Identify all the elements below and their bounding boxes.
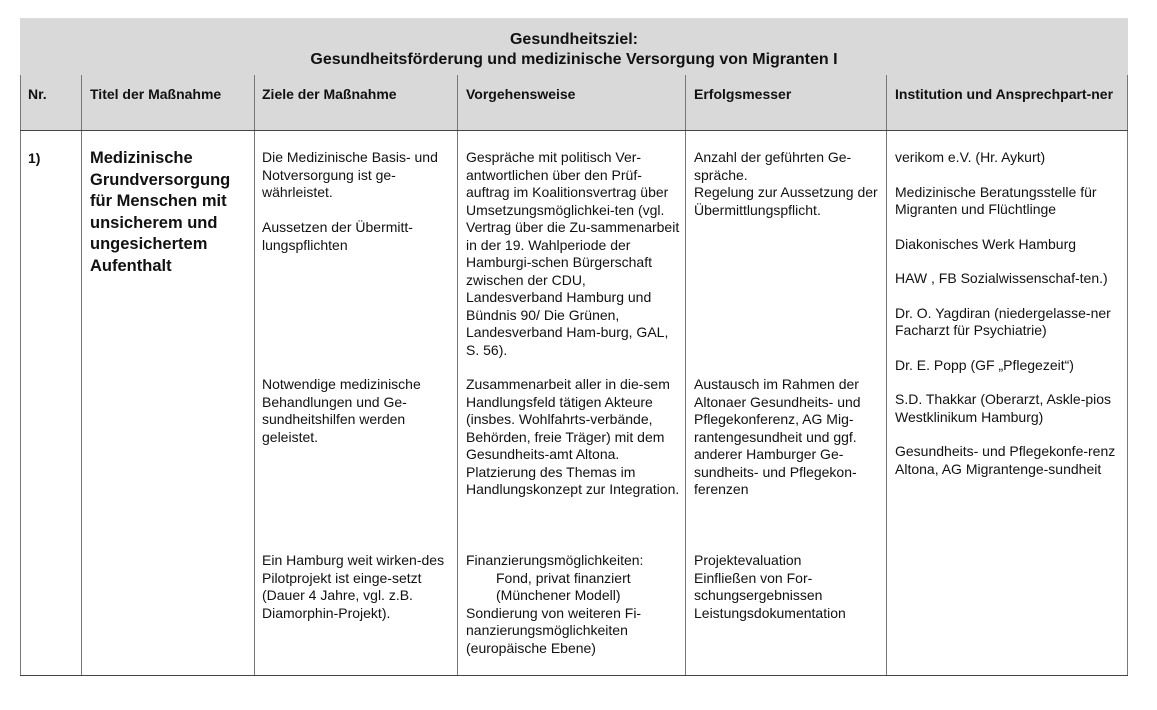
success-c3: Leistungsdokumentation xyxy=(694,604,846,621)
institution-item: Dr. O. Yagdiran (niedergelasse-ner Facharzt für Psychiatrie) xyxy=(895,304,1111,338)
approach-c xyxy=(466,552,680,657)
goal-a1: Die Medizinische Basis- und Notversorgung ist ge-währleistet. xyxy=(262,149,438,200)
header-vorgehen: Vorgehensweise xyxy=(466,86,576,102)
header-row xyxy=(20,75,1128,130)
header-erfolg: Erfolgsmesser xyxy=(694,86,792,102)
header-titel: Titel der Maßnahme xyxy=(90,86,222,102)
success-c xyxy=(694,552,882,622)
header-nr: Nr. xyxy=(28,86,47,102)
approach-b: Zusammenarbeit aller in die-sem Handlungsfeld tätigen Akteure (insbes. Wohlfahrts-verbände, Behörden, freie Träger) mit dem Gesundheits-amt Altona. Platzierung des Themas im Handlungskonzept zur Integration. xyxy=(466,376,680,497)
grid-line xyxy=(81,75,82,676)
grid-line xyxy=(685,75,686,676)
goal-c: Ein Hamburg weit wirken-des Pilotprojekt ist einge-setzt (Dauer 4 Jahre, vgl. z.B. Diamorphin-Projekt). xyxy=(262,552,445,621)
success-b: Austausch im Rahmen der Altonaer Gesundheits- und Pflegekonferenz, AG Mig-rantengesundheit und ggf. anderer Hamburger Ge-sundheits- und Pflegekon-ferenzen xyxy=(694,376,861,497)
grid-line xyxy=(1127,75,1128,676)
institution-item: HAW , FB Sozialwissenschaf-ten.) xyxy=(895,270,1108,286)
institution-item: Dr. E. Popp (GF „Pflegezeit“) xyxy=(895,356,1074,373)
success-a1: Anzahl der geführten Ge-spräche. xyxy=(694,149,852,183)
approach-c3: Sondierung von weiteren Fi-nanzierungsmöglichkeiten (europäische Ebene) xyxy=(466,604,642,656)
institution-item: S.D. Thakkar (Oberarzt, Askle-pios Westklinikum Hamburg) xyxy=(895,391,1112,425)
title-line-1: Gesundheitsziel: xyxy=(509,31,639,48)
title-line-2: Gesundheitsförderung und medizinische Versorgung von Migranten I xyxy=(310,51,838,68)
grid-line xyxy=(886,75,887,676)
grid-line xyxy=(254,75,255,676)
goal-b: Notwendige medizinische Behandlungen und Ge-sundheitshilfen werden geleistet. xyxy=(262,376,421,445)
success-a2: Regelung zur Aussetzung der Übermittlungspflicht. xyxy=(694,184,878,218)
success-a xyxy=(694,149,882,219)
success-c1: Projektevaluation xyxy=(694,552,802,568)
header-divider xyxy=(20,130,1128,131)
measure-title: Medizinische Grundversorgung für Menschen mit unsicherem und ungesichertem Aufenthalt xyxy=(90,149,231,275)
goal-a2: Aussetzen der Übermitt-lungspflichten xyxy=(262,219,413,253)
document-table xyxy=(20,18,1128,676)
institution-item: Diakonisches Werk Hamburg xyxy=(895,235,1077,252)
approach-c2: Fond, privat finanziert (Münchener Modell) xyxy=(496,569,631,603)
grid-line xyxy=(20,75,21,676)
header-ziele: Ziele der Maßnahme xyxy=(262,86,397,102)
institution-item: Medizinische Beratungsstelle für Migranten und Flüchtlinge xyxy=(895,183,1097,217)
table-title xyxy=(20,18,1128,75)
approach-c1: Finanzierungsmöglichkeiten: xyxy=(466,552,644,568)
row-number: 1) xyxy=(28,150,41,166)
bottom-border xyxy=(20,675,1128,676)
grid-line xyxy=(457,75,458,676)
institution-item: verikom e.V. (Hr. Aykurt) xyxy=(895,149,1046,165)
header-institution: Institution und Ansprechpart-ner xyxy=(895,86,1114,102)
institution-list xyxy=(895,149,1121,495)
approach-a: Gespräche mit politisch Ver-antwortlichen über den Prüf-auftrag im Koalitionsvertrag über Umsetzungsmöglichkei-ten (vgl. Vertrag über die Zu-sammenarbeit in der 19. Wahlperiode der Hamburgi-schen Bürgerschaft zwischen der CDU, Landesverband Hamburg und Bündnis 90/ Die Grünen, Landesverband Ham-burg, GAL, S. 56). xyxy=(466,149,680,358)
success-c2: Einfließen von For-schungsergebnissen xyxy=(694,569,823,603)
institution-item: Gesundheits- und Pflegekonfe-renz Altona, AG Migrantenge-sundheit xyxy=(895,443,1116,477)
